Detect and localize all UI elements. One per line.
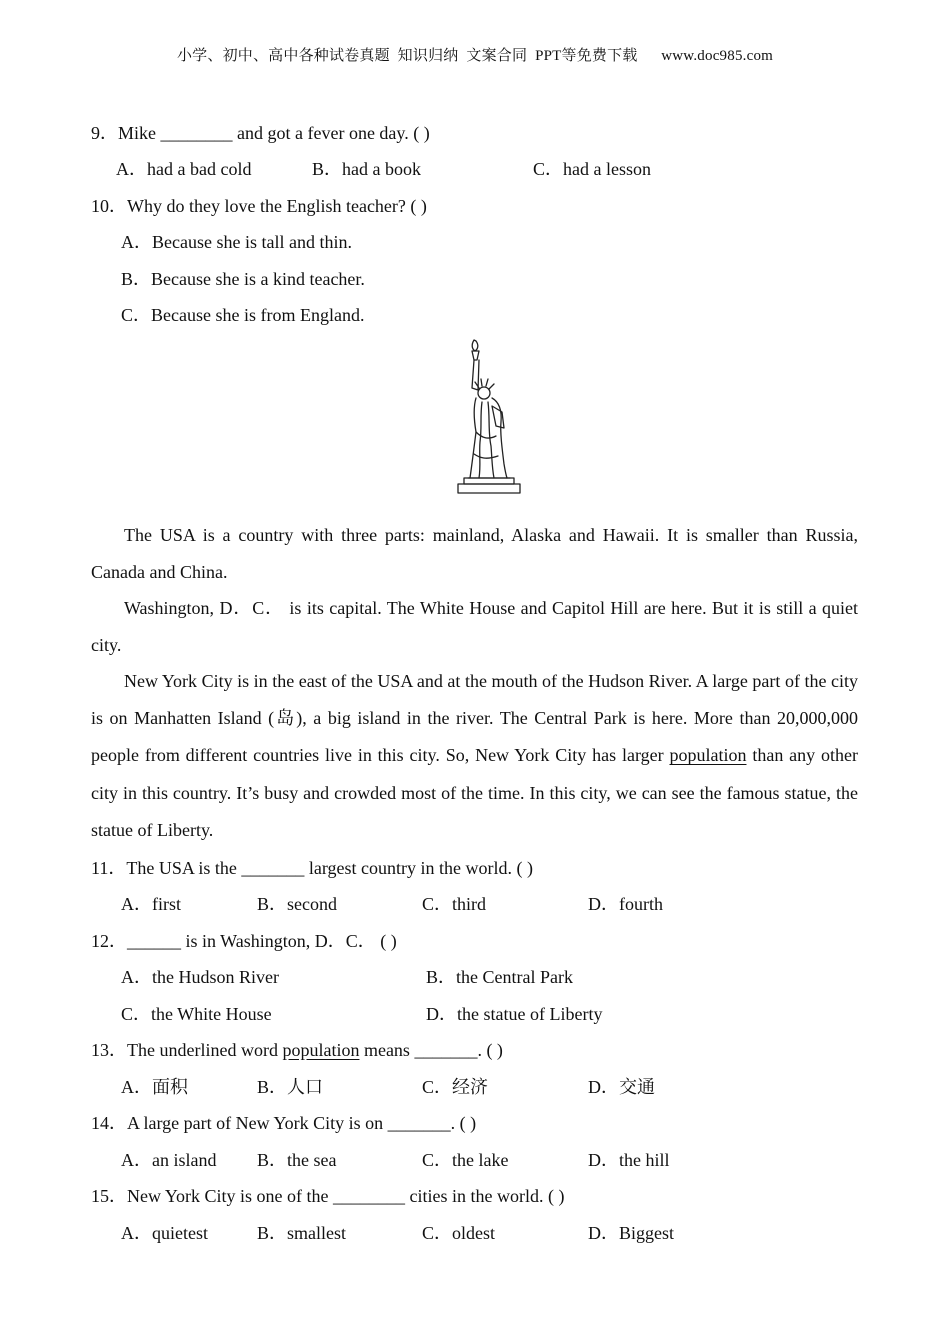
- question-13-stem-before: 13．The underlined word: [91, 1040, 283, 1060]
- question-9-option-c: C．had a lesson: [533, 159, 651, 179]
- question-14-option-d: D．the hill: [588, 1150, 670, 1170]
- question-13-option-b: B．人口: [257, 1077, 324, 1097]
- question-10-option-b: B．Because she is a kind teacher.: [121, 269, 365, 289]
- question-10-stem: 10．Why do they love the English teacher? ( ): [91, 196, 427, 216]
- question-9-option-a: A．had a bad cold: [116, 159, 252, 179]
- question-13-option-c: C．经济: [422, 1077, 489, 1097]
- question-15-stem: 15．New York City is one of the ________ cities in the world. ( ): [91, 1186, 565, 1206]
- passage-paragraph-3-text-after: than any other city in this country. It’s busy and crowded most of the time. In this city, we can see the famous statue, the statue of Liberty.: [91, 745, 858, 840]
- question-14-stem: 14．A large part of New York City is on _______. ( ): [91, 1113, 477, 1133]
- page-header: 小学、初中、高中各种试卷真题 知识归纳 文案合同 PPT等免费下载 www.doc985.com: [176, 48, 774, 64]
- question-10-option-c: C．Because she is from England.: [121, 305, 365, 325]
- question-12-option-a: A．the Hudson River: [121, 967, 279, 987]
- underlined-word-population: population: [669, 745, 747, 766]
- question-11-stem: 11．The USA is the _______ largest country in the world. ( ): [91, 858, 533, 878]
- question-13-option-a: A．面积: [121, 1077, 188, 1097]
- question-11-option-a: A．first: [121, 894, 181, 914]
- question-15-option-c: C．oldest: [422, 1223, 496, 1243]
- passage-paragraph-2: Washington, D．C． is its capital. The White House and Capitol Hill are here. But it is still a quiet city.: [91, 598, 858, 656]
- question-11-option-d: D．fourth: [588, 894, 663, 914]
- question-9-option-b: B．had a book: [312, 159, 421, 179]
- question-13-option-d: D．交通: [588, 1077, 655, 1097]
- passage-paragraph-1: The USA is a country with three parts: mainland, Alaska and Hawaii. It is smaller than Russia, Canada and China.: [91, 525, 858, 583]
- question-13-stem: [91, 1038, 503, 1062]
- passage-paragraph-3-text-before: New York City is in the east of the USA and at the mouth of the Hudson River. A large part of the city is on Manhatten Island (岛), a big island in the river. The Central Park is here. More than 20,000,000 people from different countries live in this city. So, New York City has larger: [91, 671, 858, 766]
- question-12-option-c: C．the White House: [121, 1004, 272, 1024]
- question-11-option-b: B．second: [257, 894, 337, 914]
- question-13-stem-after: means _______. ( ): [359, 1040, 503, 1060]
- statue-of-liberty-icon: [452, 336, 528, 496]
- question-15-option-b: B．smallest: [257, 1223, 346, 1243]
- question-12-option-b: B．the Central Park: [426, 967, 573, 987]
- question-11-option-c: C．third: [422, 894, 487, 914]
- question-9-stem: 9．Mike ________ and got a fever one day. ( ): [91, 123, 430, 143]
- question-14-option-a: A．an island: [121, 1150, 217, 1170]
- question-14-option-c: C．the lake: [422, 1150, 509, 1170]
- question-14-option-b: B．the sea: [257, 1150, 337, 1170]
- question-12-option-d: D．the statue of Liberty: [426, 1004, 603, 1024]
- question-15-option-a: A．quietest: [121, 1223, 208, 1243]
- question-10-option-a: A．Because she is tall and thin.: [121, 232, 352, 252]
- question-13-underlined-word: population: [282, 1040, 360, 1060]
- question-15-option-d: D．Biggest: [588, 1223, 675, 1243]
- question-12-stem: 12．______ is in Washington, D．C． ( ): [91, 931, 397, 951]
- passage-paragraph-3: [91, 663, 858, 849]
